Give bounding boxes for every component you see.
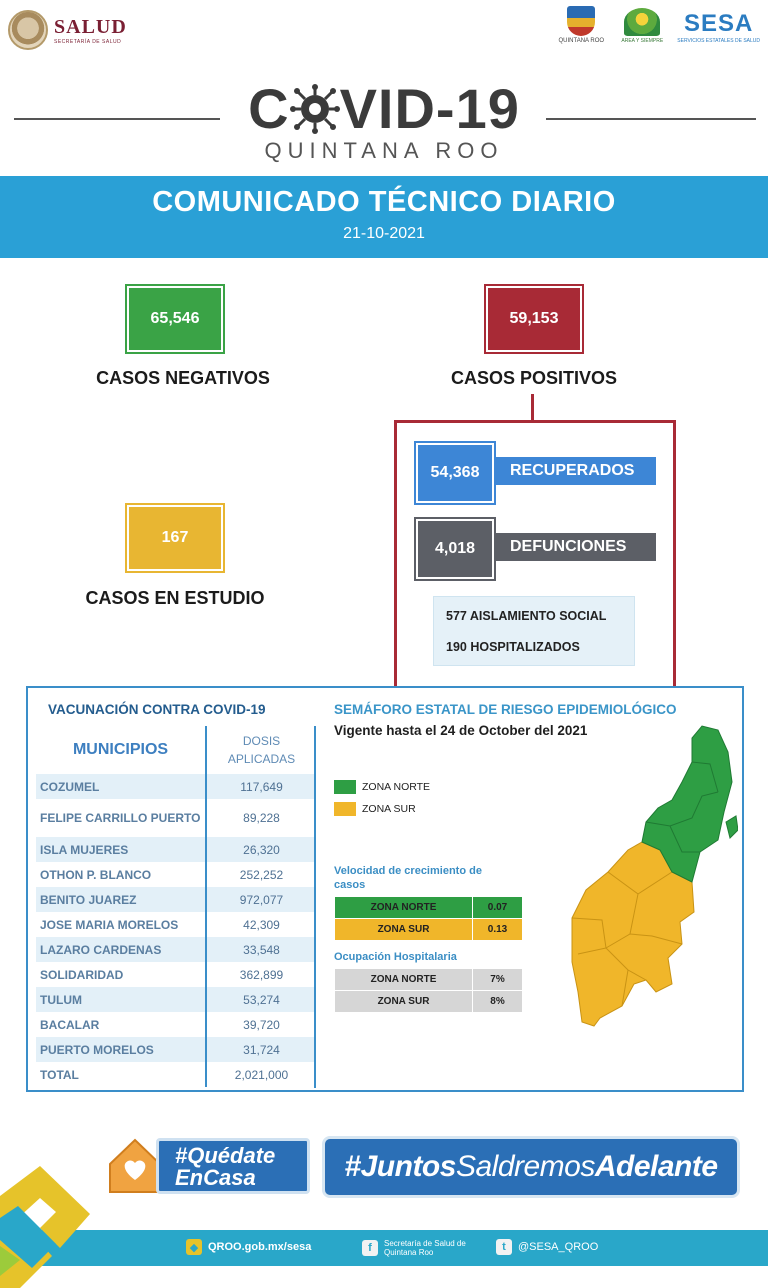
- sesa-logo: SESA SERVICIOS ESTATALES DE SALUD: [677, 10, 760, 44]
- recuperados-label: RECUPERADOS: [496, 457, 656, 485]
- table-row: BACALAR 39,720: [36, 1012, 316, 1037]
- quintana-roo-map: [542, 722, 738, 1032]
- defunciones-label: DEFUNCIONES: [496, 533, 656, 561]
- region-subtitle: QUINTANA ROO: [264, 138, 504, 163]
- salud-subtitle: SECRETARÍA DE SALUD: [54, 38, 122, 45]
- footer-bar: [0, 1230, 768, 1266]
- defunciones-row: [416, 519, 656, 563]
- tree-logo: AREA Y SIEMPRE: [617, 8, 667, 44]
- positivos-label: CASOS POSITIVOS: [450, 368, 618, 388]
- table-row: ZONA NORTE 0.07: [335, 897, 523, 919]
- quintana-roo-logo: QUINTANA ROO: [555, 6, 607, 44]
- table-row: ZONA NORTE 7%: [335, 969, 523, 991]
- partner-logos: [555, 6, 760, 44]
- salud-wordmark: SALUD: [54, 15, 127, 38]
- table-row: COZUMEL 117,649: [36, 774, 316, 799]
- positivos-connector: [531, 394, 534, 422]
- table-divider: [314, 726, 316, 1088]
- col-municipios: MUNICIPIOS: [36, 726, 206, 774]
- covid-title: C VID-19: [248, 77, 520, 140]
- vacunacion-semaforo-panel: [26, 686, 744, 1092]
- tree-icon: [624, 8, 660, 36]
- virus-icon: [290, 84, 340, 134]
- salud-logo: [8, 10, 127, 50]
- footer-twitter[interactable]: t @SESA_QROO: [496, 1239, 598, 1255]
- table-row: FELIPE CARRILLO PUERTO 89,228: [36, 799, 316, 837]
- report-banner: [0, 176, 768, 258]
- legend-swatch-yellow: [334, 802, 356, 816]
- hospitalizados-text: 190 HOSPITALIZADOS: [446, 640, 580, 654]
- ocupacion-title: Ocupación Hospitalaria: [334, 951, 457, 963]
- report-date: 21-10-2021: [343, 225, 425, 242]
- velocidad-title: Velocidad de crecimiento de casos: [334, 865, 482, 891]
- footer-strip: [0, 1266, 768, 1288]
- table-row: SOLIDARIDAD 362,899: [36, 962, 316, 987]
- twitter-icon: t: [496, 1239, 512, 1255]
- table-row: BENITO JUAREZ 972,077: [36, 887, 316, 912]
- footer-web[interactable]: ◆ QROO.gob.mx/sesa: [186, 1239, 311, 1255]
- table-row: PUERTO MORELOS 31,724: [36, 1037, 316, 1062]
- shield-icon: [567, 6, 595, 36]
- vacunacion-title: VACUNACIÓN CONTRA COVID-19: [48, 702, 266, 717]
- juntos-saldremos-banner: #Juntos Saldremos Adelante: [322, 1136, 740, 1198]
- recuperados-row: [416, 443, 656, 487]
- table-row: ZONA SUR 0.13: [335, 919, 523, 941]
- estudio-box: 167: [127, 505, 223, 571]
- header: [0, 0, 768, 62]
- mexico-seal-icon: [8, 10, 48, 50]
- footer-facebook[interactable]: f Secretaría de Salud de Quintana Roo: [362, 1239, 494, 1257]
- table-row: TULUM 53,274: [36, 987, 316, 1012]
- col-dosis: DOSIS APLICADAS: [227, 734, 296, 766]
- legend-swatch-green: [334, 780, 356, 794]
- semaforo-title: SEMÁFORO ESTATAL DE RIESGO EPIDEMIOLÓGICO: [334, 702, 677, 717]
- negativos-box: 65,546: [127, 286, 223, 352]
- table-row: JOSE MARIA MORELOS 42,309: [36, 912, 316, 937]
- negativos-label: CASOS NEGATIVOS: [96, 368, 270, 388]
- qroo-diamond-icon: ◆: [186, 1239, 202, 1255]
- vacunacion-table: [36, 726, 316, 1087]
- semaforo-vigencia: Vigente hasta el 24 de October del 2021: [334, 723, 588, 738]
- quedate-en-casa-badge: [106, 1134, 310, 1198]
- legend-zona-sur: ZONA SUR: [334, 802, 416, 816]
- qroo-corner-logo: [0, 1166, 110, 1288]
- quedate-text: #Quédate EnCasa: [156, 1138, 310, 1194]
- legend-zona-norte: ZONA NORTE: [334, 780, 430, 794]
- positivos-box: 59,153: [486, 286, 582, 352]
- table-row: OTHON P. BLANCO 252,252: [36, 862, 316, 887]
- table-row: ZONA SUR 8%: [335, 991, 523, 1013]
- table-row-total: TOTAL 2,021,000: [36, 1062, 316, 1087]
- aislamiento-text: 577 AISLAMIENTO SOCIAL: [446, 609, 607, 623]
- velocidad-table: [334, 896, 523, 941]
- recuperados-value: 54,368: [416, 443, 494, 503]
- estudio-label: CASOS EN ESTUDIO: [85, 588, 265, 608]
- banner-title: COMUNICADO TÉCNICO DIARIO: [152, 186, 616, 218]
- defunciones-value: 4,018: [416, 519, 494, 579]
- table-row: ISLA MUJERES 26,320: [36, 837, 316, 862]
- ocupacion-table: [334, 968, 523, 1013]
- table-row: LAZARO CARDENAS 33,548: [36, 937, 316, 962]
- facebook-icon: f: [362, 1240, 378, 1256]
- activos-box: [433, 596, 635, 666]
